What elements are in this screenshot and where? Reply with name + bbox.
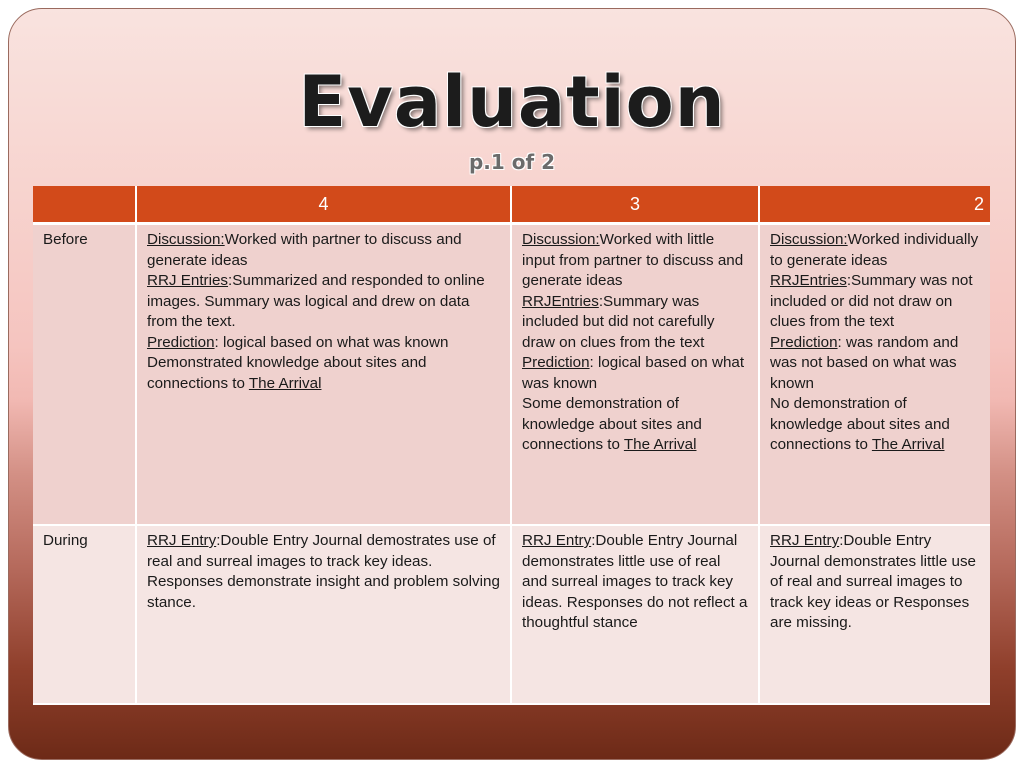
criterion-line (522, 230, 748, 292)
criterion-heading: RRJ Entries (147, 272, 229, 289)
book-title: The Arrival (248, 374, 322, 392)
criterion-heading: Discussion: (770, 231, 848, 248)
header-cell-score-3: 3 (511, 186, 759, 224)
book-title: The Arrival (871, 436, 945, 453)
criterion-heading: RRJ Entry (522, 532, 592, 549)
criterion-text: :Summarized and responded to online images. Summary was logical and drew on data from the text. (147, 272, 485, 330)
criterion-text: :Double Entry Journal demonstrates little use of real and surreal images to track key ideas or Responses are missing. (770, 532, 976, 631)
criterion-line (522, 353, 748, 394)
cell-before-score-3 (511, 224, 759, 526)
criterion-line (147, 531, 500, 613)
cell-before-score-4 (136, 224, 511, 526)
criterion-text: : was random and was not based on what was known (770, 333, 959, 392)
criterion-text: Some demonstration of knowledge about sites and connections to (522, 395, 702, 453)
rubric-row-during (33, 525, 990, 704)
header-cell-score-4: 4 (136, 186, 511, 224)
criterion-text: :Summary was not included or did not draw on clues from the text (770, 272, 973, 330)
criterion-text: : logical based on what was known (522, 354, 745, 392)
header-cell-blank (33, 186, 136, 224)
criterion-heading: RRJEntries (770, 272, 847, 289)
criterion-line (522, 394, 748, 456)
cell-during-score-3 (511, 525, 759, 704)
criterion-line (147, 333, 500, 354)
criterion-line (522, 531, 748, 634)
criterion-text: Worked with little input from partner to discuss and generate ideas (522, 231, 744, 289)
row-label-during: During (33, 525, 136, 704)
criterion-text: Worked individually to generate ideas (770, 231, 979, 269)
criterion-heading: Prediction (147, 333, 215, 351)
criterion-text: Worked with partner to discuss and generate ideas (147, 231, 462, 269)
criterion-heading: Discussion: (147, 231, 225, 248)
criterion-line (147, 230, 500, 271)
criterion-line (770, 333, 980, 395)
book-title: The Arrival (623, 436, 697, 453)
criterion-heading: RRJ Entry (770, 532, 840, 549)
header-cell-score-2: 2 (759, 186, 990, 224)
slide-subtitle: p.1 of 2 (468, 150, 556, 174)
row-label-before: Before (33, 224, 136, 526)
criterion-text: : logical based on what was known (214, 333, 449, 351)
cell-before-score-2 (759, 224, 990, 526)
criterion-line (147, 353, 500, 394)
criterion-line (522, 292, 748, 354)
criterion-heading: Prediction (770, 333, 838, 351)
slide-title: Evaluation (298, 61, 726, 143)
rubric-header-row (33, 186, 990, 224)
cell-during-score-4 (136, 525, 511, 704)
cell-during-score-2 (759, 525, 990, 704)
criterion-line (770, 394, 980, 456)
criterion-text: :Double Entry Journal demonstrates little use of real and surreal images to track key ideas. Responses do not reflect a thoughtful stance (522, 532, 748, 631)
rubric-table (33, 186, 990, 705)
criterion-heading: RRJEntries (522, 292, 599, 310)
criterion-heading: RRJ Entry (147, 532, 217, 549)
criterion-line (770, 230, 980, 271)
criterion-heading: Prediction (522, 354, 590, 371)
criterion-line (770, 271, 980, 333)
rubric-row-before (33, 224, 990, 526)
criterion-line (147, 271, 500, 333)
criterion-line (770, 531, 980, 634)
criterion-text: :Double Entry Journal demostrates use of real and surreal images to track key ideas. Responses demonstrate insight and problem solving stance. (147, 532, 500, 611)
criterion-text: Demonstrated knowledge about sites and connections to (147, 354, 427, 392)
criterion-text: :Summary was included but did not carefully draw on clues from the text (522, 292, 715, 351)
criterion-heading: Discussion: (522, 231, 600, 248)
criterion-text: No demonstration of knowledge about sites and connections to (770, 395, 950, 453)
